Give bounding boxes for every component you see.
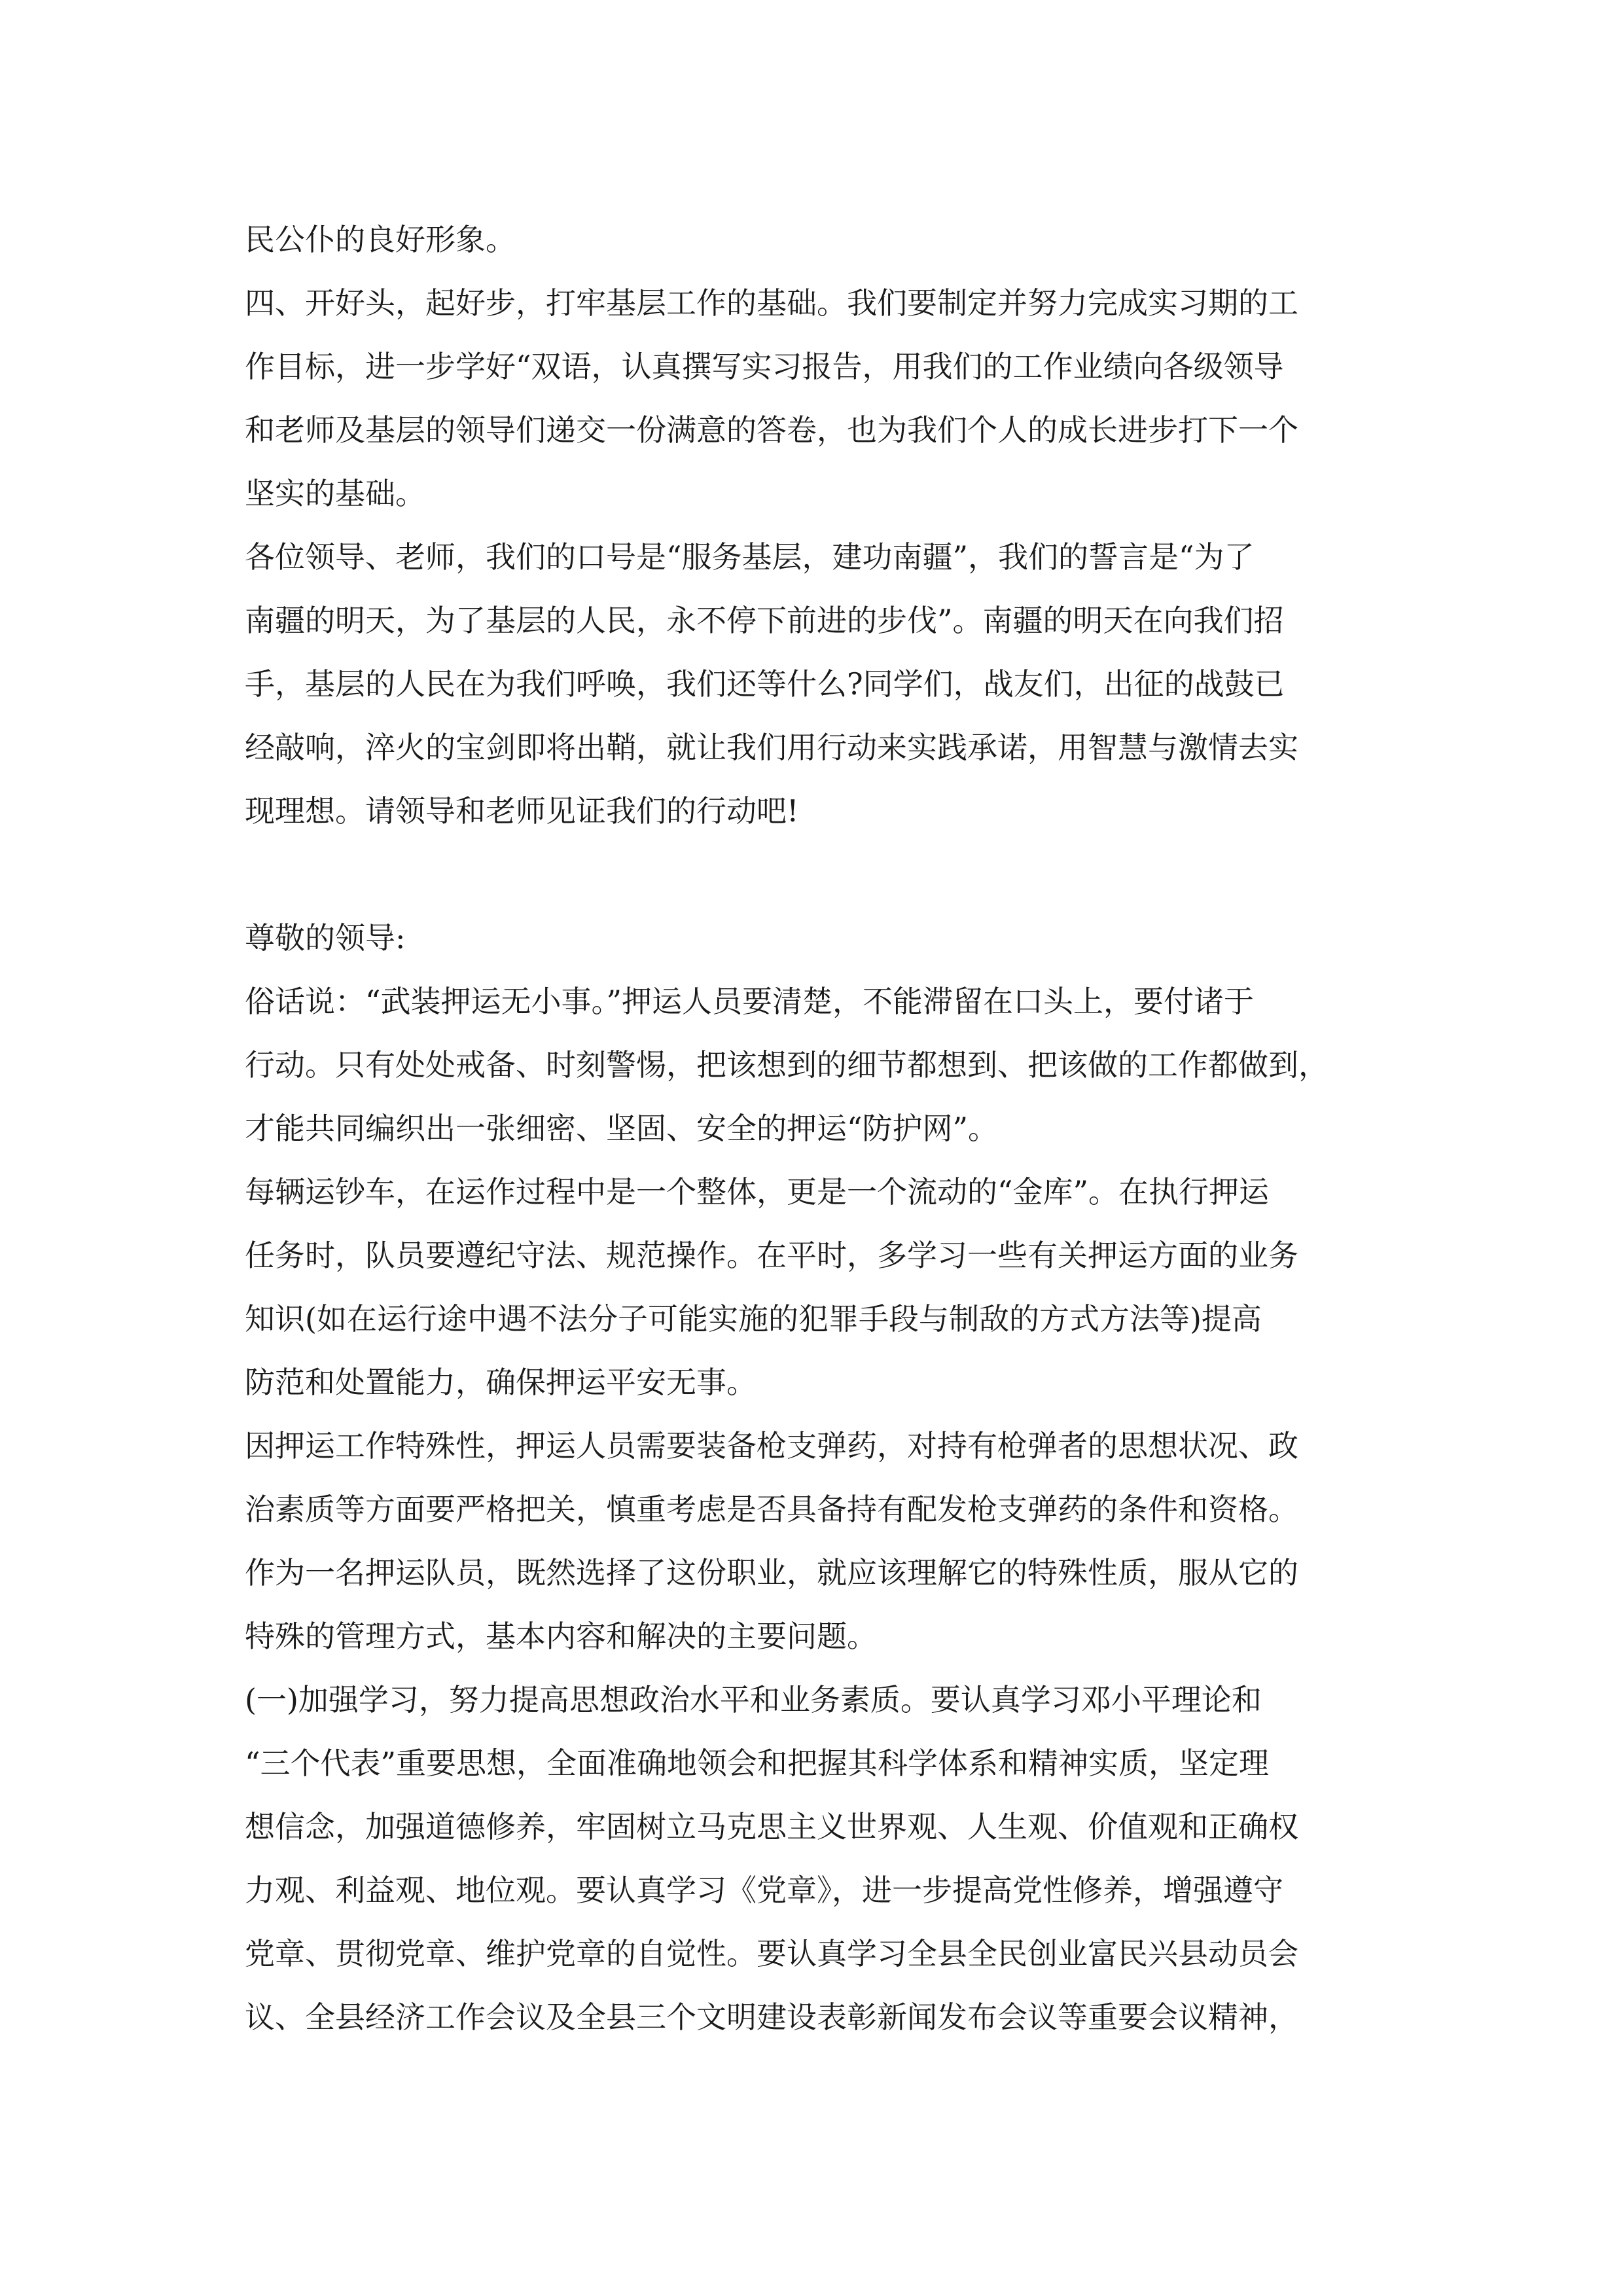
paragraph-line: 特殊的管理方式，基本内容和解决的主要问题。	[245, 1619, 877, 1654]
section-spacer	[245, 843, 1397, 906]
paragraph-line: 行动。只有处处戒备、时刻警惕，把该想到的细节都想到、把该做的工作都做到，	[245, 1047, 1329, 1083]
paragraph-line: 每辆运钞车，在运作过程中是一个整体，更是一个流动的“金库”。在执行押运	[245, 1174, 1270, 1210]
paragraph-line: 作目标，进一步学好“双语，认真撰写实习报告，用我们的工作业绩向各级领导	[245, 349, 1284, 384]
paragraph-line: 防范和处置能力，确保押运平安无事。	[245, 1365, 757, 1400]
paragraph-line: 坚实的基础。	[245, 476, 425, 511]
paragraph-line: 现理想。请领导和老师见证我们的行动吧!	[245, 793, 799, 829]
paragraph-line: 因押运工作特殊性，押运人员需要装备枪支弹药，对持有枪弹者的思想状况、政	[245, 1428, 1298, 1463]
salutation: 尊敬的领导:	[245, 920, 406, 956]
paragraph-line: 想信念，加强道德修养，牢固树立马克思主义世界观、人生观、价值观和正确权	[245, 1809, 1298, 1844]
section-closing-speech	[245, 208, 1397, 843]
paragraph-line: 才能共同编织出一张细密、坚固、安全的押运“防护网”。	[245, 1111, 999, 1146]
paragraph-line: 手，基层的人民在为我们呼唤，我们还等什么?同学们，战友们，出征的战鼓已	[245, 666, 1285, 702]
paragraph-line: 俗话说：“武装押运无小事。”押运人员要清楚，不能滞留在口头上，要付诸于	[245, 984, 1255, 1019]
paragraph-line: (一)加强学习，努力提高思想政治水平和业务素质。要认真学习邓小平理论和	[245, 1682, 1262, 1717]
paragraph-line: 作为一名押运队员，既然选择了这份职业，就应该理解它的特殊性质，服从它的	[245, 1555, 1298, 1590]
paragraph-line: “三个代表”重要思想，全面准确地领会和把握其科学体系和精神实质，坚定理	[245, 1746, 1270, 1781]
paragraph-line: 和老师及基层的领导们递交一份满意的答卷，也为我们个人的成长进步打下一个	[245, 412, 1298, 448]
paragraph-line: 民公仆的良好形象。	[245, 222, 516, 257]
paragraph-line: 治素质等方面要严格把关，慎重考虑是否具备持有配发枪支弹药的条件和资格。	[245, 1492, 1298, 1527]
paragraph-line: 知识(如在运行途中遇不法分子可能实施的犯罪手段与制敌的方式方法等)提高	[245, 1301, 1262, 1336]
section-escort-speech	[245, 906, 1397, 2049]
paragraph-line: 四、开好头，起好步，打牢基层工作的基础。我们要制定并努力完成实习期的工	[245, 285, 1298, 321]
paragraph-line: 力观、利益观、地位观。要认真学习《党章》，进一步提高党性修养，增强遵守	[245, 1873, 1283, 1908]
paragraph-line: 任务时，队员要遵纪守法、规范操作。在平时，多学习一些有关押运方面的业务	[245, 1238, 1298, 1273]
paragraph-line: 南疆的明天，为了基层的人民，永不停下前进的步伐”。南疆的明天在向我们招	[245, 603, 1284, 638]
paragraph-line: 党章、贯彻党章、维护党章的自觉性。要认真学习全县全民创业富民兴县动员会	[245, 1936, 1298, 1971]
paragraph-line: 议、全县经济工作会议及全县三个文明建设表彰新闻发布会议等重要会议精神，	[245, 2000, 1298, 2035]
document-body	[245, 208, 1397, 2049]
paragraph-line: 各位领导、老师，我们的口号是“服务基层，建功南疆”，我们的誓言是“为了	[245, 539, 1255, 575]
paragraph-line: 经敲响，淬火的宝剑即将出鞘，就让我们用行动来实践承诺，用智慧与激情去实	[245, 730, 1298, 765]
